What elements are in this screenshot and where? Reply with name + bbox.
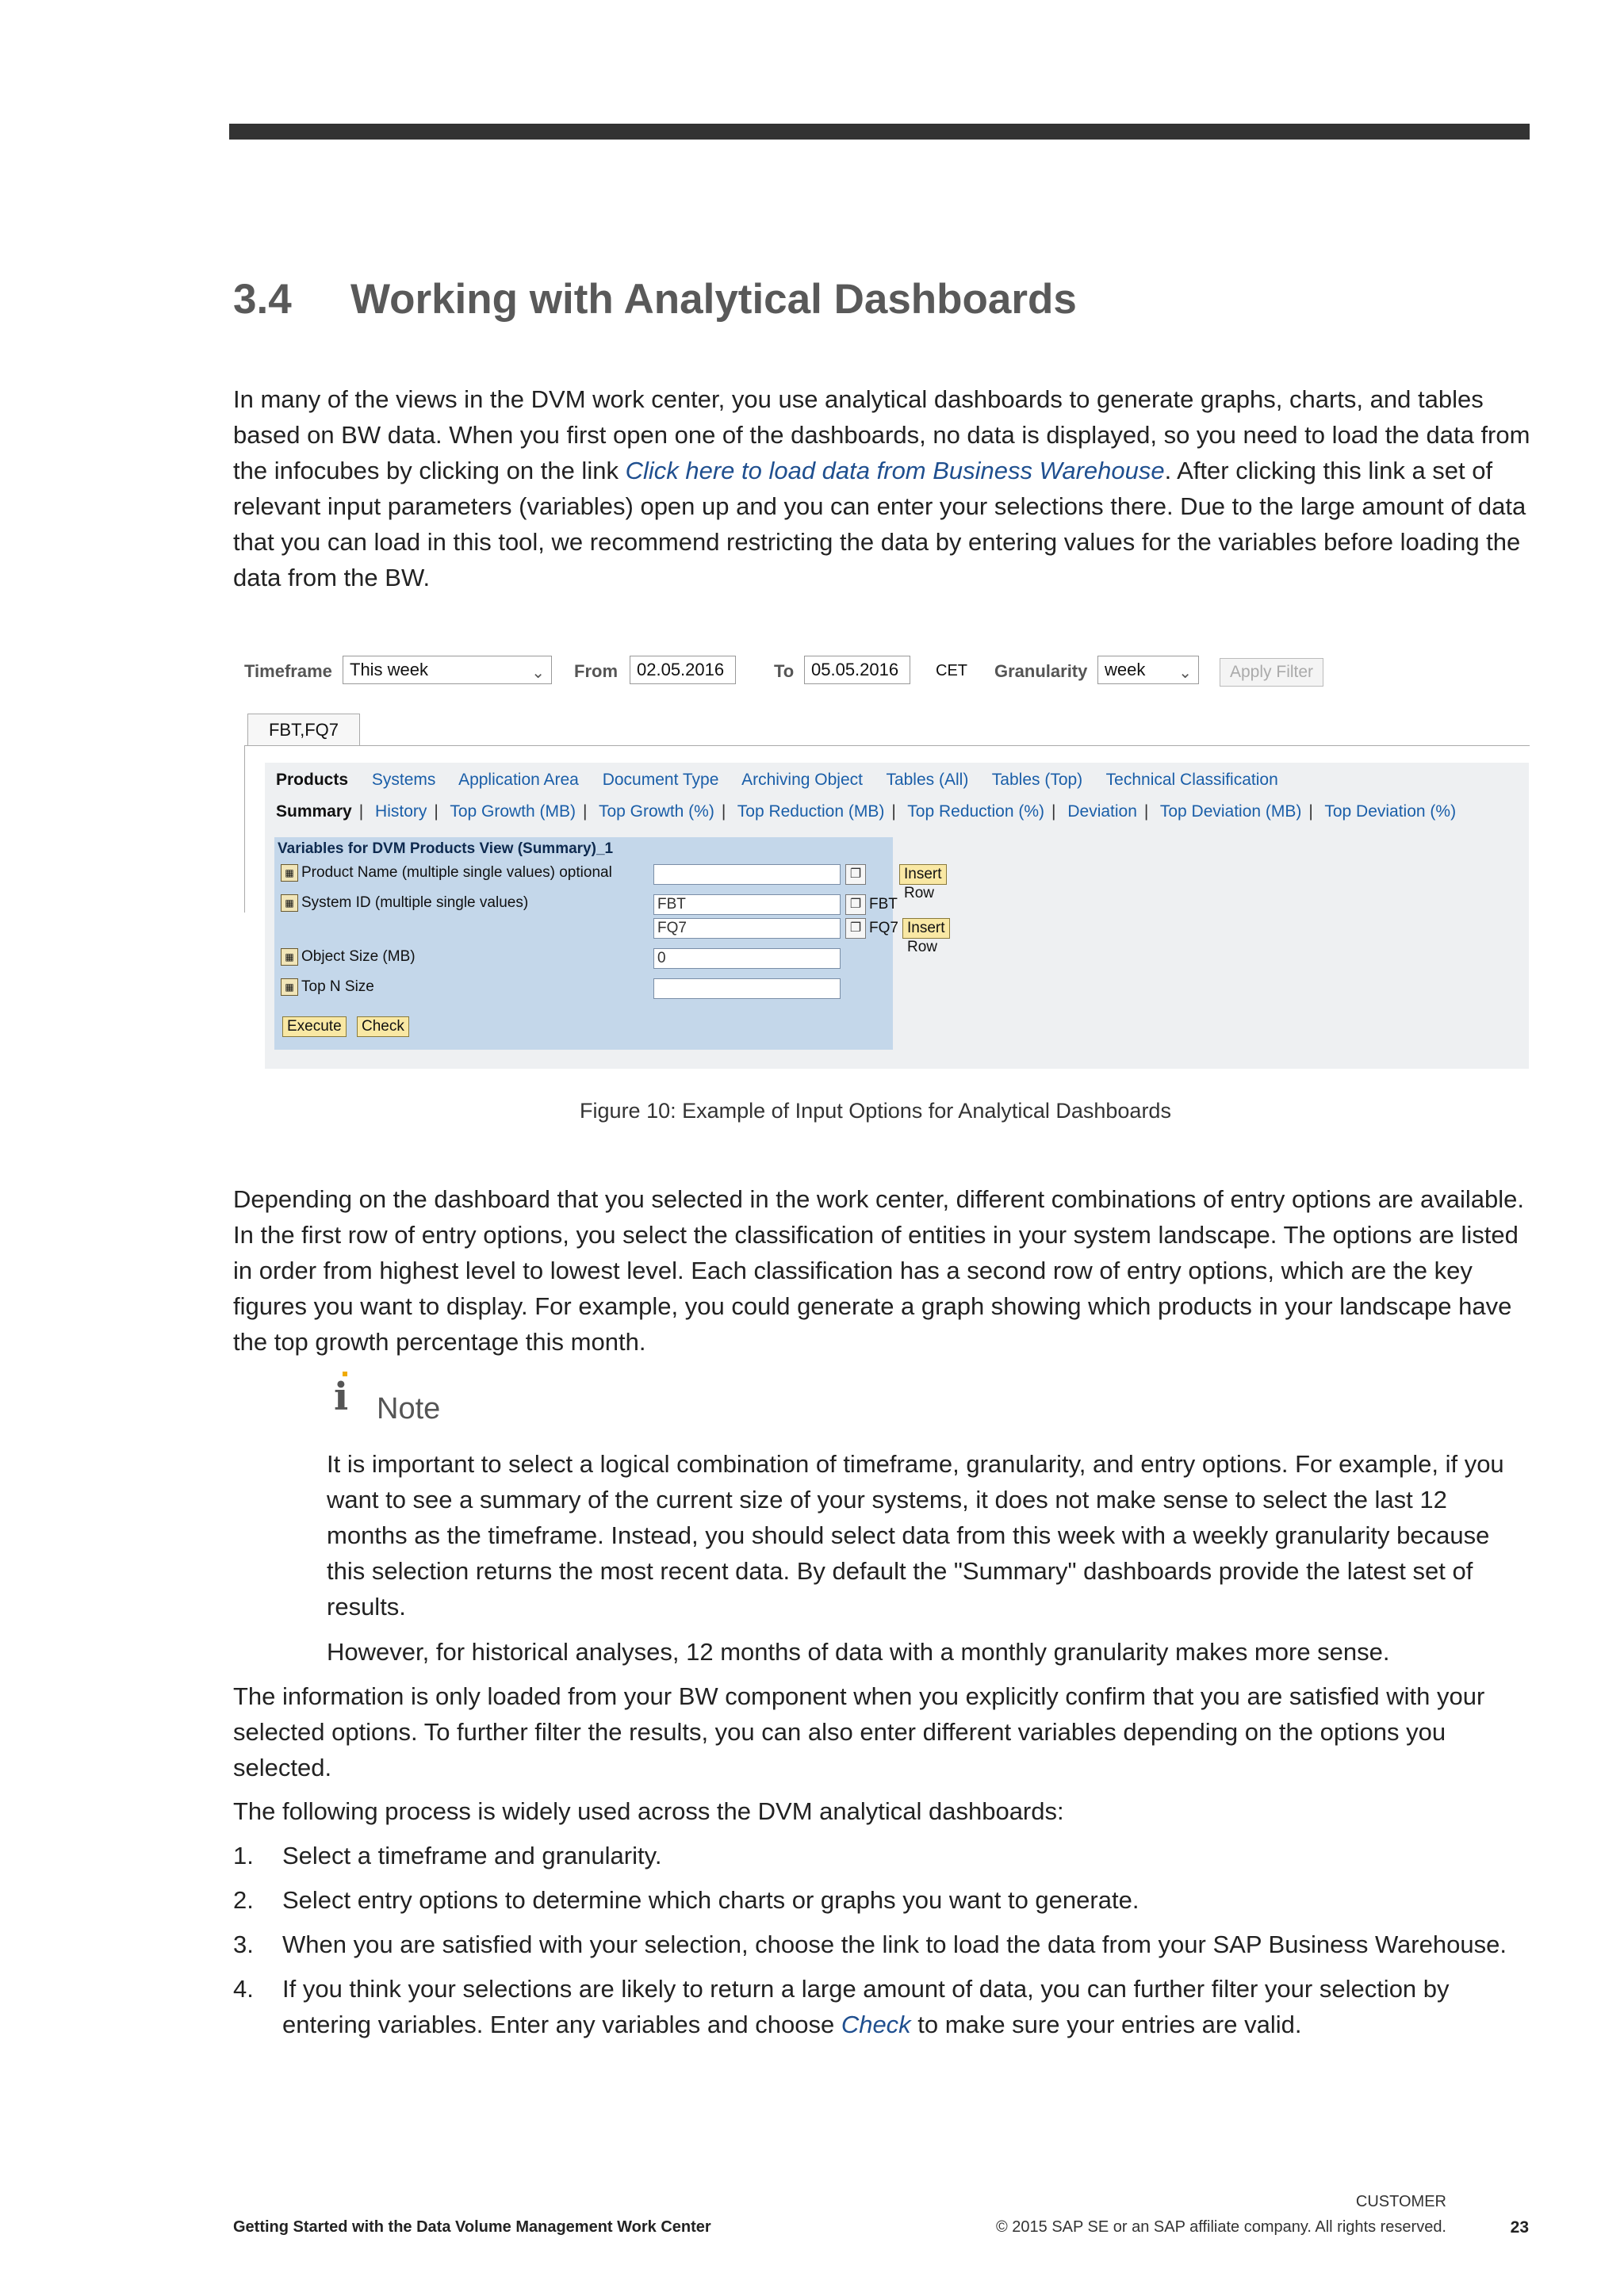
top-n-input[interactable] <box>653 978 841 999</box>
check-button[interactable]: Check <box>357 1016 409 1037</box>
nav-archiving-object[interactable]: Archiving Object <box>741 771 863 789</box>
product-name-label: Product Name (multiple single values) optional <box>301 864 612 882</box>
dashboard-screenshot-figure <box>238 634 1529 1078</box>
step-text-after: to make sure your entries are valid. <box>910 2011 1302 2038</box>
process-steps <box>233 1838 1534 2051</box>
page-number: 23 <box>1510 2218 1529 2237</box>
step-text: If you think your selections are likely to return a large amount of data, you can further filter your selection by entering variables. Enter any variables and choose <box>282 1975 1450 2038</box>
chevron-down-icon: ⌄ <box>531 664 545 682</box>
insert-row-button[interactable]: Insert Row <box>902 918 950 939</box>
nav-history[interactable]: History <box>375 802 427 821</box>
step-number: 1. <box>233 1842 254 1869</box>
intro-text-2: . After clicking this link a set of relevant input parameters (variables) open up and you can enter your selections there. Due to the large amount of data that you can load in this tool, we recommend restricting the data by entering values for the variables before loading the data from the BW. <box>233 457 1526 591</box>
variables-panel <box>274 837 945 1050</box>
from-label: From <box>574 661 618 681</box>
insert-row-button[interactable]: Insert Row <box>899 864 947 885</box>
chevron-down-icon: ⌄ <box>1178 664 1192 682</box>
nav-summary[interactable]: Summary <box>276 802 352 821</box>
list-item <box>233 1927 1534 1962</box>
info-icon: i <box>334 1375 349 1419</box>
step-number: 2. <box>233 1886 254 1914</box>
intro-text-1: In many of the views in the DVM work center, you use analytical dashboards to generate graphs, charts, and tables based on BW data. When you first open one of the dashboards, no data is displayed, so you need to load the data from the infocubes by clicking on the link <box>233 385 1530 484</box>
granularity-select[interactable] <box>1097 656 1199 684</box>
intro-paragraph <box>233 381 1534 595</box>
system-id-tag-1: FBT <box>869 896 898 913</box>
top-n-row <box>281 978 374 996</box>
object-size-input[interactable]: 0 <box>653 948 841 969</box>
process-intro: The following process is widely used across the DVM analytical dashboards: <box>233 1797 1064 1825</box>
timeframe-value: This week <box>350 660 429 679</box>
note-paragraph-2: However, for historical analyses, 12 months of data with a monthly granularity makes more sense. <box>327 1638 1390 1666</box>
nav-top-deviation-mb[interactable]: Top Deviation (MB) <box>1159 802 1302 821</box>
section-title: Working with Analytical Dashboards <box>350 276 1077 323</box>
nav-top-reduction-mb[interactable]: Top Reduction (MB) <box>737 802 885 821</box>
from-date-input[interactable]: 02.05.2016 <box>630 656 736 684</box>
list-item <box>233 1838 1534 1873</box>
step-text: Select a timeframe and granularity. <box>282 1842 662 1869</box>
note-paragraph-1: It is important to select a logical combination of timeframe, granularity, and entry options. For example, if you want to see a summary of the current size of your systems, it does not make sense to select the last 12 months as the timeframe. Instead, you should select data from this week with a weekly granularity because this selection returns the most recent data. By default the "Summary" dashboards provide the latest set of results. <box>327 1450 1504 1621</box>
nav-application-area[interactable]: Application Area <box>458 771 579 789</box>
nav-tables-all[interactable]: Tables (All) <box>886 771 969 789</box>
system-id-input-2[interactable]: FQ7 <box>653 918 841 939</box>
nav-document-type[interactable]: Document Type <box>602 771 719 789</box>
timezone-label: CET <box>936 662 967 679</box>
nav-tables-top[interactable]: Tables (Top) <box>991 771 1083 789</box>
value-help-icon[interactable]: ❐ <box>845 864 866 885</box>
system-tab[interactable]: FBT,FQ7 <box>247 714 360 746</box>
step-text: When you are satisfied with your selection, choose the link to load the data from your SAP Business Warehouse. <box>282 1931 1507 1958</box>
object-size-row <box>281 948 416 966</box>
granularity-label: Granularity <box>994 661 1088 681</box>
nav-technical-classification[interactable]: Technical Classification <box>1105 771 1278 789</box>
note-title: Note <box>377 1392 441 1425</box>
nav-products[interactable]: Products <box>276 771 349 789</box>
variable-icon: ▦ <box>281 894 298 912</box>
bw-load-paragraph: The information is only loaded from your BW component when you explicitly confirm that you are satisfied with your selected options. To further filter the results, you can also enter different variables depending on the options you selected. <box>233 1682 1485 1781</box>
load-data-link[interactable]: Click here to load data from Business Warehouse <box>625 457 1165 484</box>
system-id-tag-2: FQ7 <box>869 920 898 936</box>
system-id-label: System ID (multiple single values) <box>301 894 529 912</box>
product-name-input[interactable] <box>653 864 841 885</box>
entry-options-paragraph: Depending on the dashboard that you selected in the work center, different combinations of entry options are available. In the first row of entry options, you select the classification of entities in your system landscape. The options are listed in order from highest level to lowest level. Each classification has a second row of entry options, which are the key figures you want to display. For example, you could generate a graph showing which products in your landscape have the top growth percentage this month. <box>233 1185 1524 1356</box>
step-text: Select entry options to determine which charts or graphs you want to generate. <box>282 1886 1139 1914</box>
section-number: 3.4 <box>233 276 292 323</box>
to-date-input[interactable]: 05.05.2016 <box>804 656 910 684</box>
footer-classification: CUSTOMER <box>1355 2193 1446 2210</box>
list-item <box>233 1882 1534 1918</box>
product-name-row <box>281 864 612 882</box>
header-rule <box>229 124 1530 140</box>
nav-top-deviation-pct[interactable]: Top Deviation (%) <box>1324 802 1457 821</box>
list-item <box>233 1971 1534 2042</box>
keyfigure-nav: Summary | History | Top Growth (MB) | Top Growth (%) | Top Reduction (MB) | Top Reduction (%) | Deviation | Top Deviation (MB) | Top Deviation (%) <box>276 802 1457 821</box>
timeframe-select[interactable] <box>343 656 552 684</box>
to-label: To <box>774 661 795 681</box>
system-id-input-1[interactable]: FBT <box>653 894 841 915</box>
variable-icon: ▦ <box>281 948 298 966</box>
timeframe-label: Timeframe <box>244 661 332 681</box>
nav-top-reduction-pct[interactable]: Top Reduction (%) <box>907 802 1045 821</box>
footer-doc-title: Getting Started with the Data Volume Management Work Center <box>233 2218 711 2236</box>
value-help-icon[interactable]: ❐ <box>845 918 866 939</box>
system-id-row <box>281 894 528 912</box>
section-heading <box>233 275 1077 323</box>
execute-button[interactable]: Execute <box>282 1016 347 1037</box>
nav-deviation[interactable]: Deviation <box>1067 802 1137 821</box>
nav-top-growth-pct[interactable]: Top Growth (%) <box>598 802 714 821</box>
footer-copyright: © 2015 SAP SE or an SAP affiliate company. All rights reserved. <box>995 2218 1446 2236</box>
figure-caption: Figure 10: Example of Input Options for Analytical Dashboards <box>580 1099 1171 1123</box>
apply-filter-button[interactable]: Apply Filter <box>1220 658 1323 687</box>
value-help-icon[interactable]: ❐ <box>845 894 866 915</box>
variable-icon: ▦ <box>281 978 298 996</box>
nav-top-growth-mb[interactable]: Top Growth (MB) <box>450 802 576 821</box>
object-size-label: Object Size (MB) <box>301 948 416 966</box>
check-link[interactable]: Check <box>841 2011 911 2038</box>
variables-header: Variables for DVM Products View (Summary)_1 <box>278 840 614 857</box>
top-n-label: Top N Size <box>301 978 374 996</box>
step-number: 3. <box>233 1931 254 1958</box>
granularity-value: week <box>1105 660 1146 679</box>
step-number: 4. <box>233 1975 254 2003</box>
nav-systems[interactable]: Systems <box>371 771 436 789</box>
variable-icon: ▦ <box>281 864 298 882</box>
classification-nav <box>276 771 1297 790</box>
